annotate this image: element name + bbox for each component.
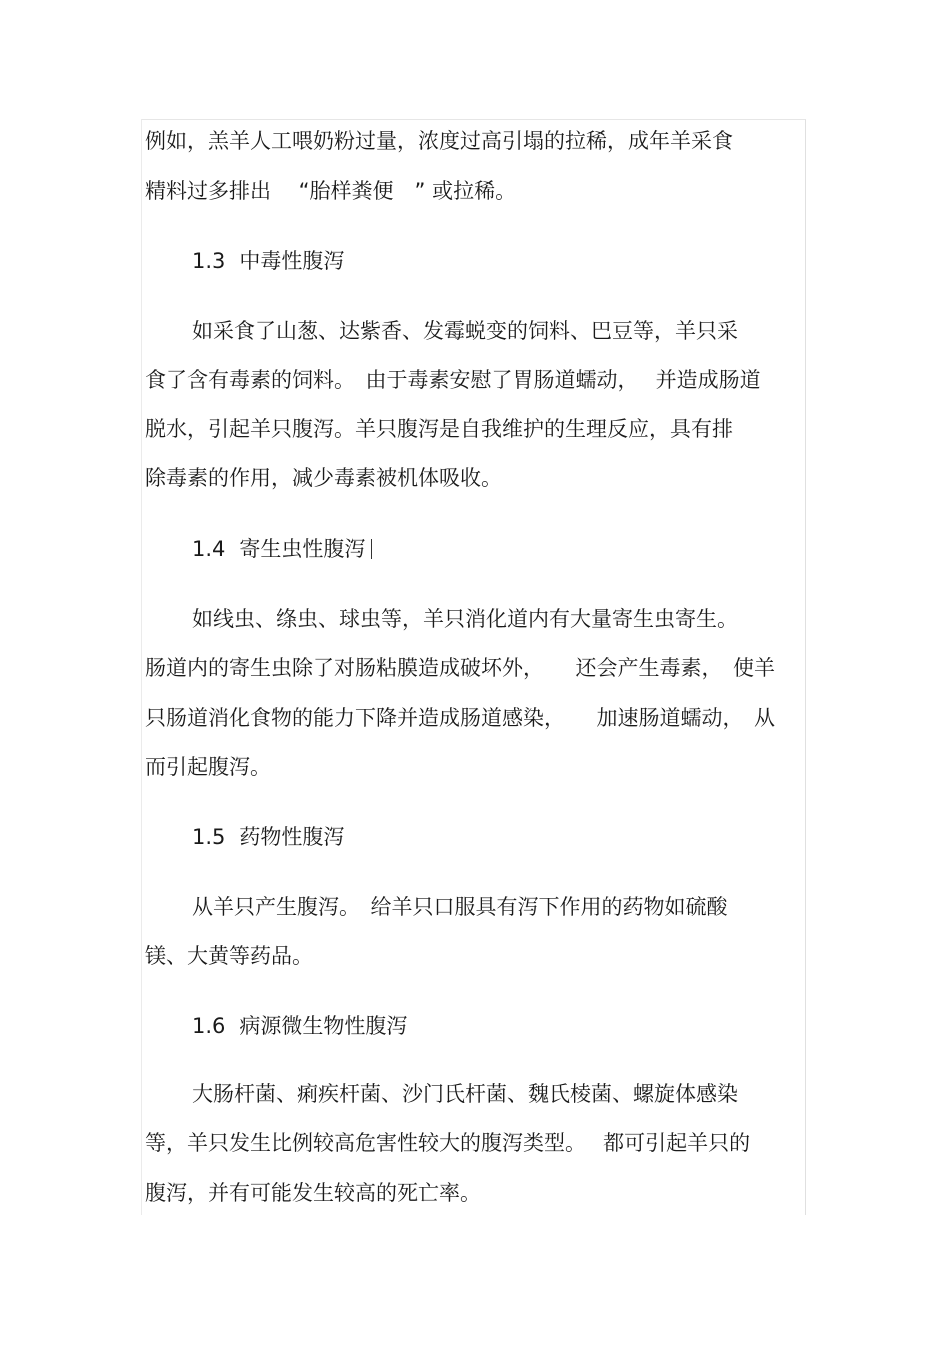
paragraph-line: 如采食了山葱、达紫香、发霉蜕变的饲料、巴豆等，羊只采 (192, 319, 738, 343)
section-number: 1.4 (192, 537, 226, 561)
paragraph-line: 精料过多排出 “胎样粪便 ” 或拉稀。 (145, 179, 517, 203)
section-heading-1-6 (192, 1011, 407, 1041)
section-title: 病源微生物性腹泻 (239, 1014, 408, 1038)
paragraph-line: 例如，羔羊人工喂奶粉过量，浓度过高引塌的拉稀，成年羊采食 (145, 129, 733, 153)
section-title: 寄生虫性腹泻 (239, 537, 366, 561)
paragraph-line: 腹泻，并有可能发生较高的死亡率。 (145, 1181, 481, 1205)
paragraph-line: 如线虫、绦虫、球虫等，羊只消化道内有大量寄生虫寄生。 (192, 607, 738, 631)
paragraph-line: 大肠杆菌、痢疾杆菌、沙门氏杆菌、魏氏棱菌、螺旋体感染 (192, 1082, 738, 1106)
paragraph-line: 肠道内的寄生虫除了对肠粘膜造成破坏外， 还会产生毒素， 使羊 (145, 656, 775, 680)
paragraph-line: 只肠道消化食物的能力下降并造成肠道感染， 加速肠道蠕动， 从 (145, 706, 775, 730)
paragraph-line: 而引起腹泻。 (145, 755, 271, 779)
paragraph-line: 除毒素的作用，减少毒素被机体吸收。 (145, 466, 502, 490)
section-title: 中毒性腹泻 (239, 249, 345, 273)
section-number: 1.6 (192, 1014, 226, 1038)
paragraph-line: 从羊只产生腹泻。 给羊只口服具有泻下作用的药物如硫酸 (192, 895, 728, 919)
section-heading-1-4 (192, 534, 372, 564)
paragraph-line: 镁、大黄等药品。 (145, 944, 313, 968)
paragraph-line: 食了含有毒素的饲料。 由于毒素安慰了胃肠道蠕动， 并造成肠道 (145, 368, 761, 392)
section-heading-1-5 (192, 822, 344, 852)
section-number: 1.3 (192, 249, 226, 273)
paragraph-line: 等，羊只发生比例较高危害性较大的腹泻类型。 都可引起羊只的 (145, 1131, 751, 1155)
paragraph-line: 脱水，引起羊只腹泻。羊只腹泻是自我维护的生理反应，具有排 (145, 417, 733, 441)
section-number: 1.5 (192, 825, 226, 849)
section-title: 药物性腹泻 (239, 825, 345, 849)
section-heading-1-3 (192, 246, 344, 276)
text-cursor-mark (371, 539, 372, 559)
